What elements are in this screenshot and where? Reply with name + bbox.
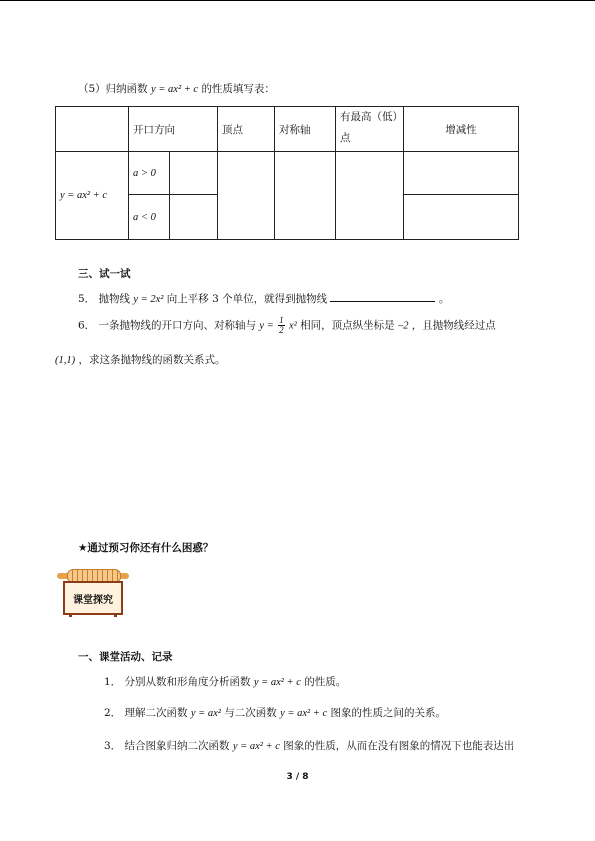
item-text: 结合图象归纳二次函数 xyxy=(124,740,230,752)
q5-number: 5． xyxy=(78,293,96,305)
item-formula: y = ax² + c xyxy=(253,677,301,688)
item-text: 的性质。 xyxy=(304,676,347,688)
item-formula: y = ax² + c xyxy=(232,741,280,752)
fraction-numerator: 1 xyxy=(279,315,284,325)
classroom-explore-badge xyxy=(57,569,129,617)
q6-number: 6． xyxy=(78,319,96,332)
q6-text-end: ，求这条抛物线的函数关系式。 xyxy=(78,354,226,366)
q5-formula: y = 2x² xyxy=(133,294,164,305)
question-6 xyxy=(78,316,496,335)
item-formula: y = ax² xyxy=(190,708,221,719)
header-axis-of-symmetry: 对称轴 xyxy=(275,107,336,152)
header-monotonicity: 增减性 xyxy=(404,107,519,152)
item-text: 分别从数和形角度分析函数 xyxy=(124,676,251,688)
table-cell xyxy=(170,195,218,240)
question-5 xyxy=(78,290,449,306)
table-header-row xyxy=(56,107,519,152)
item-number: 3． xyxy=(104,740,122,752)
q5-text-after: 向上平移 3 个单位，就得到抛物线 xyxy=(166,293,328,305)
q6-vertex-value: –2 xyxy=(397,320,409,332)
table-corner-cell xyxy=(56,107,129,152)
item-formula: y = ax² + c xyxy=(280,708,328,719)
page-number: 3 / 8 xyxy=(286,772,309,782)
badge-leg xyxy=(69,613,72,617)
item-number: 1． xyxy=(104,676,122,688)
item-text: 理解二次函数 xyxy=(124,707,188,719)
condition-a-positive: a > 0 xyxy=(129,152,170,195)
table-cell xyxy=(275,152,336,240)
table-cell xyxy=(404,195,519,240)
q6-formula-prefix: y = xyxy=(259,320,274,332)
condition-a-negative: a < 0 xyxy=(129,195,170,240)
header-max-min-point: 有最高（低）点 xyxy=(336,107,404,152)
q6-formula-suffix: x² xyxy=(288,320,297,332)
fraction-denominator: 2 xyxy=(279,325,284,335)
property-table xyxy=(55,106,519,240)
item5-line xyxy=(78,81,275,96)
list-item xyxy=(104,674,346,689)
top-border xyxy=(0,0,595,1)
table-cell xyxy=(218,152,275,240)
table-cell xyxy=(336,152,404,240)
row-label-function: y = ax² + c xyxy=(56,152,129,240)
q6-fraction xyxy=(278,316,285,335)
list-item xyxy=(104,705,446,720)
table-row xyxy=(56,152,519,195)
item-text: 与二次函数 xyxy=(224,707,277,719)
table-cell xyxy=(170,152,218,195)
item-text: 图象的性质，从而在没有图象的情况下也能表达出 xyxy=(283,740,515,752)
item-text: 图象的性质之间的关系。 xyxy=(330,707,447,719)
item5-suffix: 的性质填写表： xyxy=(201,83,275,95)
q6-text-before: 一条抛物线的开口方向、对称轴与 xyxy=(98,319,257,332)
badge-leg xyxy=(114,613,117,617)
q6-text-after: ，且抛物线经过点 xyxy=(411,319,496,332)
question-6-continued xyxy=(55,352,225,367)
item5-formula: y = ax² + c xyxy=(151,84,199,95)
q6-text-middle: 相同，顶点纵坐标是 xyxy=(300,319,395,332)
q5-end: 。 xyxy=(438,293,450,305)
section1-title: 一、课堂活动、记录 xyxy=(78,651,173,663)
list-item xyxy=(104,738,514,753)
header-vertex: 顶点 xyxy=(218,107,275,152)
q6-point: (1,1) xyxy=(55,355,76,366)
q5-text-before: 抛物线 xyxy=(98,293,131,305)
badge-label: 课堂探究 xyxy=(63,581,123,615)
table-cell xyxy=(404,152,519,195)
doubt-prompt: ★通过预习你还有什么困惑？ xyxy=(78,542,214,554)
answer-blank[interactable] xyxy=(330,290,435,302)
section3-title: 三、试一试 xyxy=(78,268,131,280)
item-number: 2． xyxy=(104,707,122,719)
header-opening-direction: 开口方向 xyxy=(129,107,218,152)
item5-prefix: （5）归纳函数 xyxy=(78,83,148,95)
